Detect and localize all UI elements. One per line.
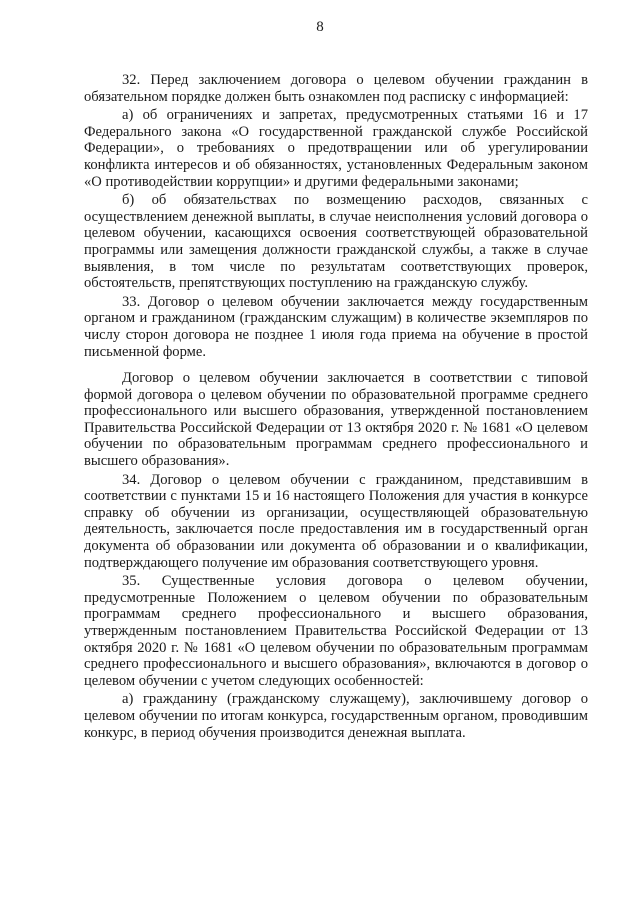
document-body xyxy=(84,72,588,743)
paragraph-34: 34. Договор о целевом обучении с гражданином, представившим в соответствии с пунктами 15 и 16 настоящего Положения для участия в конкурсе справку об обучении из организации, осуществляющей образовательную деятельность, заключается после предоставления им в государственный орган документа об образовании или документа об образовании и о квалификации, подтверждающего получение им образования соответствующего уровня. xyxy=(84,471,588,571)
paragraph-33: 33. Договор о целевом обучении заключается между государственным органом и гражданином (гражданским служащим) в количестве экземпляров по числу сторон договора не позднее 1 июля года приема на обучение в простой письменной форме. xyxy=(84,293,588,360)
paragraph-32-a: а) об ограничениях и запретах, предусмотренных статьями 16 и 17 Федерального закона «О государственной гражданской службе Российской Федерации», о требованиях о предотвращении или об урегулировании конфликта интересов и об обязанностях, установленных Федеральным законом «О противодействии коррупции» и другими федеральными законами; xyxy=(84,107,588,190)
paragraph-32-b: б) об обязательствах по возмещению расходов, связанных с осуществлением денежной выплаты, в случае неисполнения условий договора о целевом обучении, касающихся освоения соответствующей образовательной программы или замещения должности гражданской службы, а также в случае выявления, в том числе по результатам соответствующих проверок, обстоятельств, препятствующих поступлению на гражданскую службу. xyxy=(84,192,588,292)
paragraph-33-form: Договор о целевом обучении заключается в соответствии с типовой формой договора о целевом обучении по образовательной программе среднего профессионального или высшего образования, утвержденной постановлением Правительства Российской Федерации от 13 октября 2020 г. № 1681 «О целевом обучении по образовательным программам среднего профессионального и высшего образования». xyxy=(84,370,588,470)
paragraph-35: 35. Существенные условия договора о целевом обучении, предусмотренные Положением о целевом обучении по образовательным программам среднего профессионального и высшего образования, утвержденным постановлением Правительства Российской Федерации от 13 октября 2020 г. № 1681 «О целевом обучении по образовательным программам среднего профессионального и высшего образования», включаются в договор о целевом обучении с учетом следующих особенностей: xyxy=(84,573,588,689)
paragraph-35-a: а) гражданину (гражданскому служащему), заключившему договор о целевом обучении по итогам конкурса, государственным органом, проводившим конкурс, в период обучения производится денежная выплата. xyxy=(84,691,588,741)
page-number: 8 xyxy=(316,19,324,35)
paragraph-32: 32. Перед заключением договора о целевом обучении гражданин в обязательном порядке должен быть ознакомлен под расписку с информацией: xyxy=(84,72,588,105)
